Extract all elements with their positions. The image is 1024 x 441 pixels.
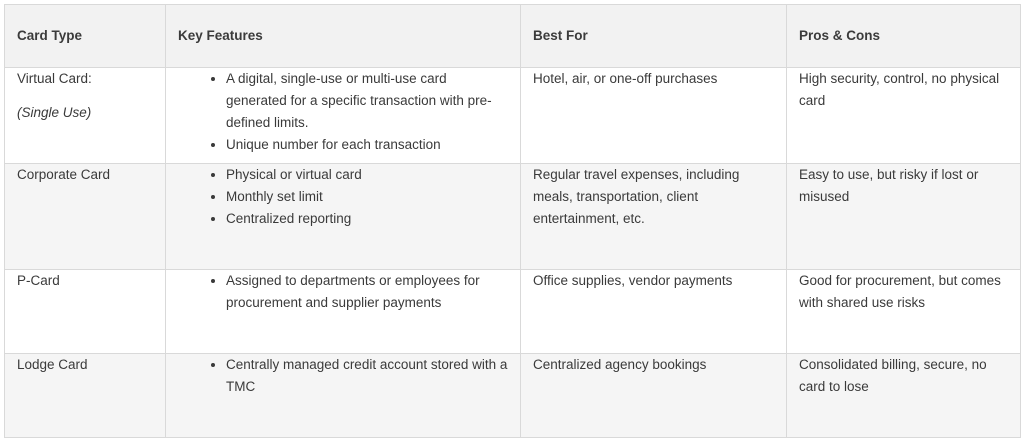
features-list <box>178 354 508 398</box>
header-pros-cons: Pros & Cons <box>787 5 1021 68</box>
card-type-name: Corporate Card <box>17 167 111 182</box>
feature-item: • A digital, single-use or multi-use card generated for a specific transaction with pre-defined limits. <box>226 68 508 134</box>
feature-item: • Monthly set limit <box>226 186 508 208</box>
table-row <box>5 270 1021 354</box>
table-header-row <box>5 5 1021 68</box>
card-comparison-table-wrapper <box>4 4 1020 438</box>
feature-item: • Centralized reporting <box>226 208 508 230</box>
card-type-subtype: (Single Use) <box>17 105 92 120</box>
feature-item: • Assigned to departments or employees for procurement and supplier payments <box>226 270 508 314</box>
card-type-cell <box>5 68 166 164</box>
key-features-cell <box>166 164 521 270</box>
table-row <box>5 354 1021 438</box>
card-type-name: P-Card <box>17 273 60 288</box>
card-type-name: Lodge Card <box>17 357 88 372</box>
card-type-cell <box>5 164 166 270</box>
header-card-type: Card Type <box>5 5 166 68</box>
table-row <box>5 164 1021 270</box>
table-row <box>5 68 1021 164</box>
feature-item: • Unique number for each transaction <box>226 134 508 156</box>
pros-cons-cell: Good for procurement, but comes with shared use risks <box>787 270 1021 354</box>
features-list <box>178 164 508 230</box>
pros-cons-cell: High security, control, no physical card <box>787 68 1021 164</box>
key-features-cell <box>166 68 521 164</box>
card-type-name: Virtual Card: <box>17 71 92 86</box>
best-for-cell: Centralized agency bookings <box>521 354 787 438</box>
features-list <box>178 68 508 156</box>
header-key-features: Key Features <box>166 5 521 68</box>
feature-item: • Physical or virtual card <box>226 164 508 186</box>
best-for-cell: Regular travel expenses, including meals, transportation, client entertainment, etc. <box>521 164 787 270</box>
pros-cons-cell: Easy to use, but risky if lost or misused <box>787 164 1021 270</box>
card-type-cell <box>5 270 166 354</box>
feature-item: • Centrally managed credit account stored with a TMC <box>226 354 508 398</box>
best-for-cell: Hotel, air, or one-off purchases <box>521 68 787 164</box>
best-for-cell: Office supplies, vendor payments <box>521 270 787 354</box>
key-features-cell <box>166 270 521 354</box>
features-list <box>178 270 508 314</box>
header-best-for: Best For <box>521 5 787 68</box>
card-type-cell <box>5 354 166 438</box>
card-comparison-table <box>4 4 1021 438</box>
pros-cons-cell: Consolidated billing, secure, no card to lose <box>787 354 1021 438</box>
key-features-cell <box>166 354 521 438</box>
